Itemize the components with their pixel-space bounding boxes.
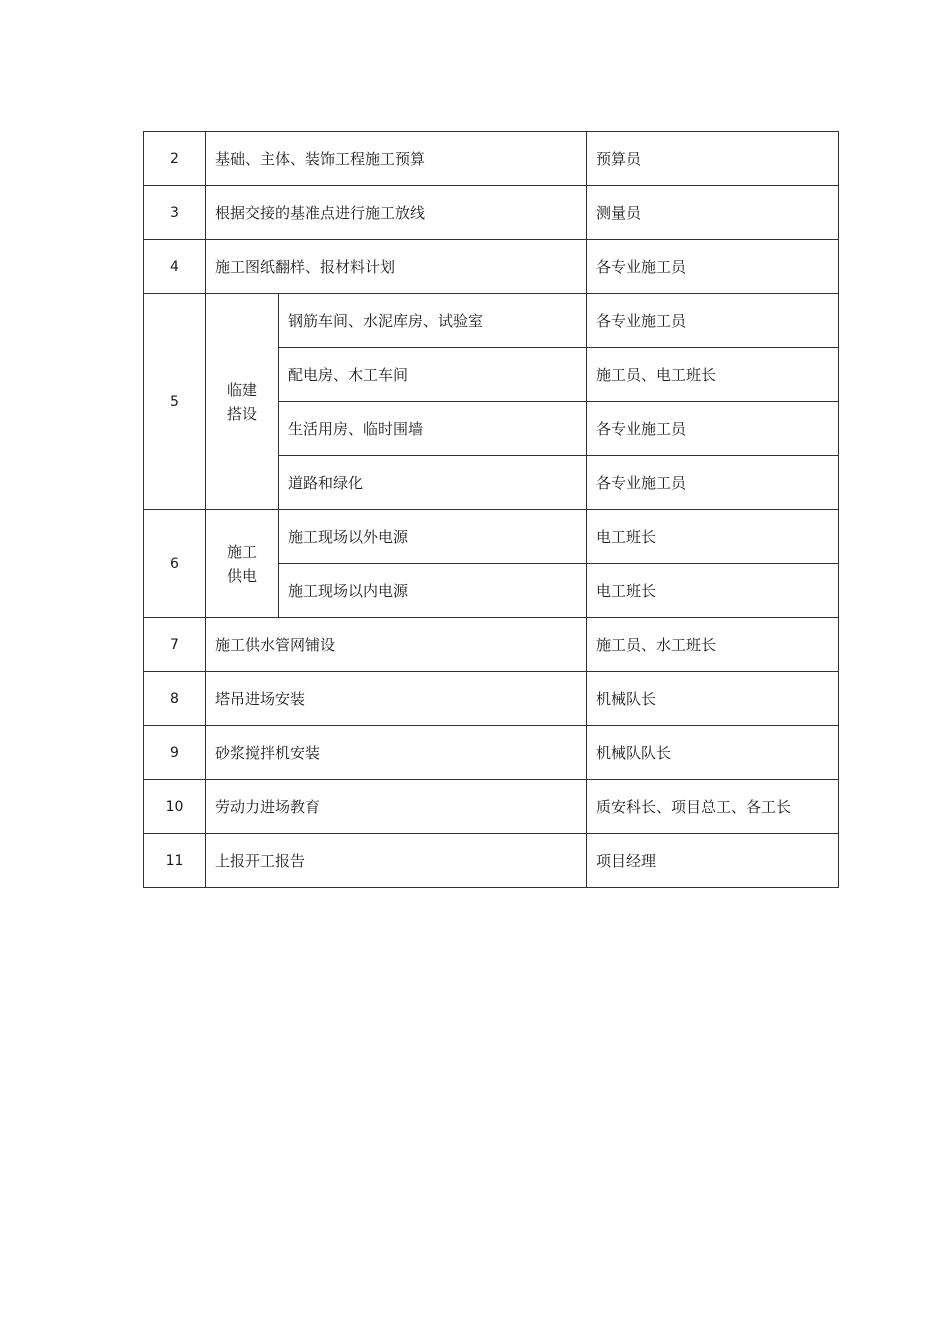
- group-label-line: 施工: [226, 542, 257, 561]
- table-row: [144, 780, 839, 834]
- row-number: 7: [144, 618, 206, 672]
- task-content: 钢筋车间、水泥库房、试验室: [279, 294, 587, 348]
- responsible-person: 项目经理: [587, 834, 839, 888]
- responsible-person: 各专业施工员: [587, 240, 839, 294]
- task-content: 根据交接的基准点进行施工放线: [206, 186, 587, 240]
- responsible-person: 施工员、电工班长: [587, 348, 839, 402]
- task-content: 配电房、木工车间: [279, 348, 587, 402]
- table-row: [144, 240, 839, 294]
- responsible-person: 机械队长: [587, 672, 839, 726]
- task-content: 砂浆搅拌机安装: [206, 726, 587, 780]
- responsible-person: 质安科长、项目总工、各工长: [587, 780, 839, 834]
- row-number: 10: [144, 780, 206, 834]
- responsible-person: 电工班长: [587, 510, 839, 564]
- row-number: 2: [144, 132, 206, 186]
- task-content: 施工现场以内电源: [279, 564, 587, 618]
- responsible-person: 机械队队长: [587, 726, 839, 780]
- table-row: [144, 510, 839, 564]
- responsible-person: 预算员: [587, 132, 839, 186]
- responsible-person: 电工班长: [587, 564, 839, 618]
- row-number: 5: [144, 294, 206, 510]
- task-content: 劳动力进场教育: [206, 780, 587, 834]
- task-content: 施工现场以外电源: [279, 510, 587, 564]
- row-number: 11: [144, 834, 206, 888]
- task-content: 基础、主体、装饰工程施工预算: [206, 132, 587, 186]
- row-number: 8: [144, 672, 206, 726]
- task-content: 施工供水管网铺设: [206, 618, 587, 672]
- task-content: 塔吊进场安装: [206, 672, 587, 726]
- task-content: 施工图纸翻样、报材料计划: [206, 240, 587, 294]
- responsible-person: 各专业施工员: [587, 294, 839, 348]
- row-number: 6: [144, 510, 206, 618]
- row-number: 9: [144, 726, 206, 780]
- task-table: [143, 131, 839, 888]
- task-content: 生活用房、临时围墙: [279, 402, 587, 456]
- row-number: 3: [144, 186, 206, 240]
- responsible-person: 施工员、水工班长: [587, 618, 839, 672]
- table-row: [144, 834, 839, 888]
- table-row: [144, 186, 839, 240]
- row-number: 4: [144, 240, 206, 294]
- table-row: [144, 132, 839, 186]
- table-row: [144, 618, 839, 672]
- responsible-person: 各专业施工员: [587, 456, 839, 510]
- group-label: [206, 510, 279, 618]
- table-row: [144, 294, 839, 348]
- group-label-line: 供电: [226, 566, 257, 585]
- task-content: 道路和绿化: [279, 456, 587, 510]
- responsible-person: 测量员: [587, 186, 839, 240]
- group-label-line: 搭设: [226, 404, 257, 423]
- responsible-person: 各专业施工员: [587, 402, 839, 456]
- table-row: [144, 726, 839, 780]
- group-label-line: 临建: [226, 380, 257, 399]
- table-row: [144, 672, 839, 726]
- task-content: 上报开工报告: [206, 834, 587, 888]
- group-label: [206, 294, 279, 510]
